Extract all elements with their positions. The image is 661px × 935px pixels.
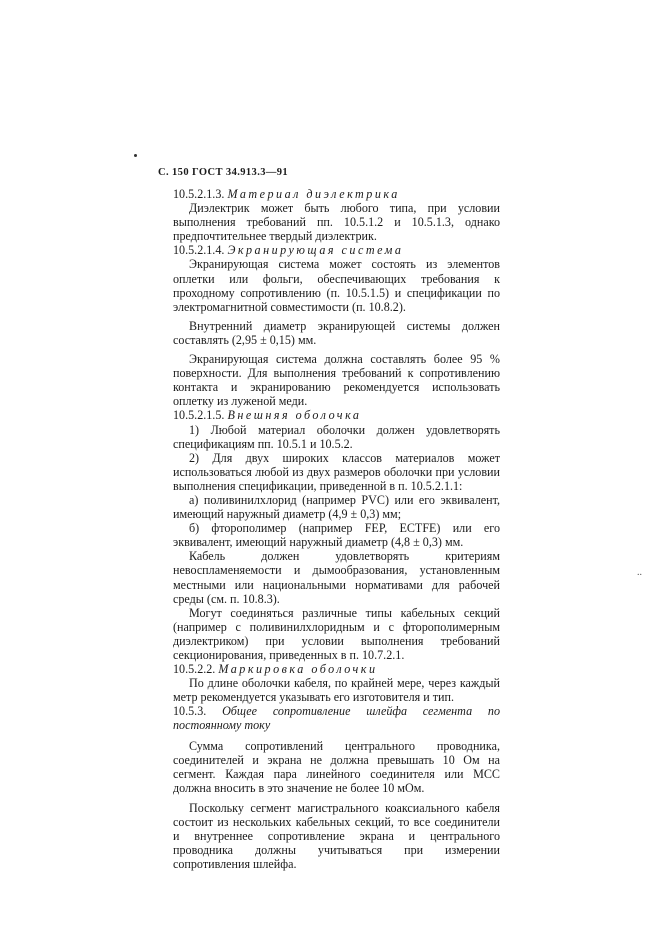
paragraph: Внутренний диаметр экранирующей системы должен составлять (2,95 ± 0,15) мм.: [173, 318, 500, 347]
margin-mark: ..: [637, 567, 642, 578]
body-text: [173, 187, 500, 871]
paragraph: По длине оболочки кабеля, по крайней мере, через каждый метр рекомендуется указывать его изготовителя и тип.: [173, 676, 500, 705]
heading-10-5-3: 10.5.3. Общее сопротивление шлейфа сегмента по постоянному току: [173, 704, 500, 733]
list-item-b: б) фторополимер (например FEP, ECTFE) или его эквивалент, имеющий наружный диаметр (4,8 ± 0,3) мм.: [173, 521, 500, 550]
paragraph: 2) Для двух широких классов материалов может использоваться любой из двух размеров оболочки при условии выполнения спецификации, приведенной в п. 10.5.2.1.1:: [173, 450, 500, 493]
paragraph: Сумма сопротивлений центрального проводника, соединителей и экрана не должна превышать 10 Ом на сегмент. Каждая пара линейного соединителя или МСС должна вносить в это значение не более 10 мОм.: [173, 738, 500, 795]
list-item-a: а) поливинилхлорид (например PVC) или его эквивалент, имеющий наружный диаметр (4,9 ± 0,3) мм;: [173, 492, 500, 522]
heading-10-5-2-1-5: 10.5.2.1.5. Внешняя оболочка: [173, 408, 362, 423]
paragraph: Экранирующая система должна составлять более 95 % поверхности. Для выполнения требований к сопротивлению контакта и экранированию рекомендуется использовать оплетку из луженой меди.: [173, 352, 500, 409]
paragraph: Экранирующая система может состоять из элементов оплетки или фольги, обеспечивающих требования к проходному сопротивлению (п. 10.5.1.5) и спецификации по электромагнитной совместимости (п. 10.8.2).: [173, 257, 500, 314]
heading-10-5-2-2: 10.5.2.2. Маркировка оболочки: [173, 662, 378, 677]
paragraph: Диэлектрик может быть любого типа, при условии выполнения требований пп. 10.5.1.2 и 10.5.1.3, однако предпочтительнее твердый диэлектрик.: [173, 201, 500, 244]
paragraph: Поскольку сегмент магистрального коаксиального кабеля состоит из нескольких кабельных секций, то все соединители и внутреннее сопротивление экрана и центрального проводника должны учитываться при измерении сопротивления шлейфа.: [173, 800, 500, 872]
page-header: С. 150 ГОСТ 34.913.3—91: [158, 167, 289, 178]
paragraph: Кабель должен удовлетворять критериям невоспламеняемости и дымообразования, установленным местными или национальными нормативами для рабочей среды (см. п. 10.8.3).: [173, 549, 500, 606]
heading-10-5-2-1-4: 10.5.2.1.4. Экранирующая система: [173, 243, 404, 258]
paragraph: Могут соединяться различные типы кабельных секций (например с поливинилхлоридным и с фторополимерным диэлектриком) при условии выполнения требований секционирования, приведенных в п. 10.7.2.1.: [173, 605, 500, 662]
heading-10-5-2-1-3: 10.5.2.1.3. Материал диэлектрика: [173, 187, 400, 201]
paragraph: 1) Любой материал оболочки должен удовлетворять спецификациям пп. 10.5.1 и 10.5.2.: [173, 422, 500, 451]
scan-dot: [134, 154, 137, 157]
